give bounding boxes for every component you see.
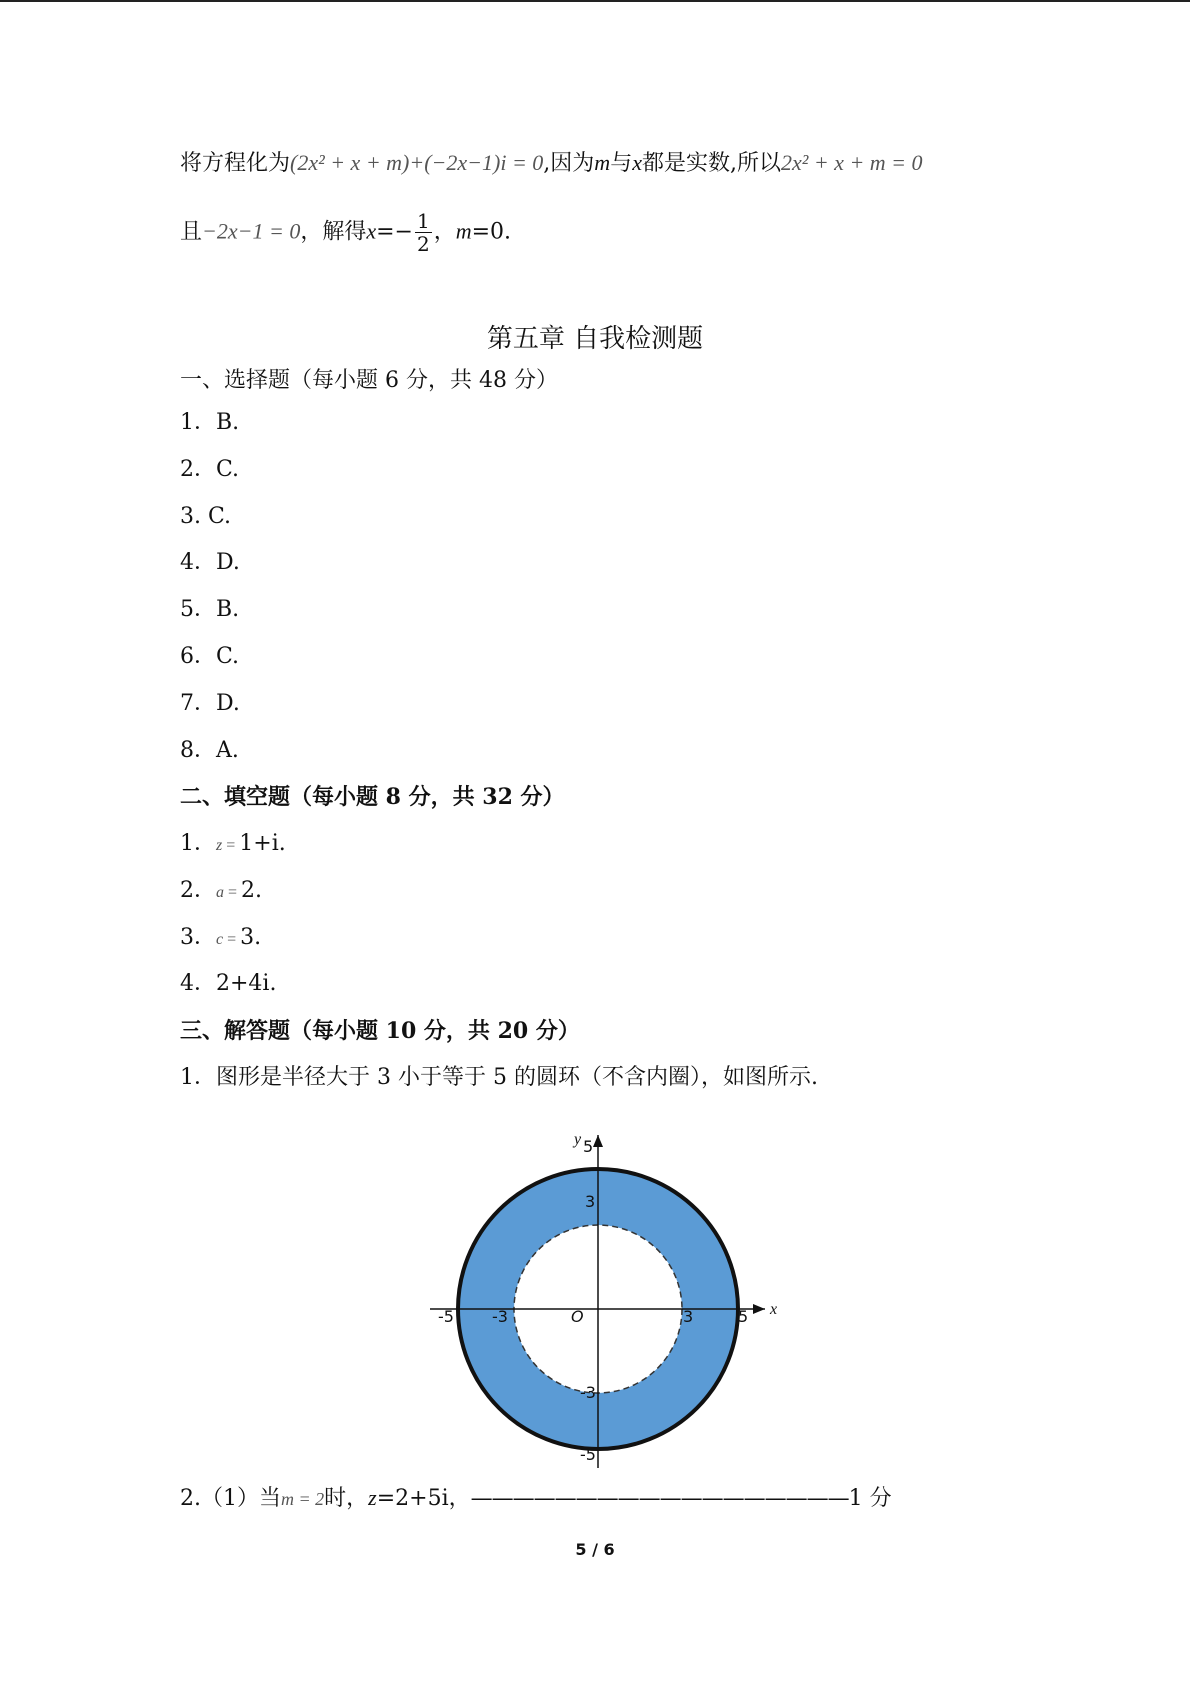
item-number: 2．	[180, 878, 216, 903]
text: =0.	[471, 219, 512, 245]
y-axis-arrow	[593, 1135, 603, 1147]
chapter-title: 第五章 自我检测题	[486, 324, 704, 354]
answer-item: 6．C.	[180, 644, 240, 669]
variable-m: m	[594, 150, 611, 175]
equation: −2x−1 = 0	[202, 218, 301, 244]
variable-x: x	[632, 150, 642, 175]
section-heading-fill: 二、填空题（每小题 8 分，共 32 分）	[180, 784, 565, 810]
score: 1 分	[848, 1486, 892, 1511]
origin-label: O	[571, 1307, 584, 1326]
answer-item: 7．D.	[180, 691, 240, 716]
section-heading-solve: 三、解答题（每小题 10 分，共 20 分）	[180, 1018, 580, 1044]
equation: (2x² + x + m)+(−2x−1)i = 0	[290, 150, 544, 175]
tick-label-y-neg3: -3	[580, 1383, 596, 1402]
item-number: 1．	[180, 831, 216, 856]
answer-item: 4．D.	[180, 550, 240, 575]
variable-x: x	[366, 218, 377, 244]
numerator: 1	[416, 209, 430, 233]
text: ，	[433, 219, 456, 245]
item-number: 3．	[180, 925, 216, 950]
section-heading-choice: 一、选择题（每小题 6 分，共 48 分）	[180, 368, 558, 393]
solution-line-2	[180, 210, 511, 255]
tick-label-y-5: 5	[583, 1137, 594, 1156]
answer-item: 3. C.	[180, 504, 232, 529]
denominator: 2	[416, 232, 430, 256]
tick-label-x-5: 5	[738, 1307, 749, 1326]
x-axis-label: x	[770, 1301, 778, 1318]
text: 且	[180, 219, 203, 245]
text: 与	[610, 151, 633, 176]
solution-item-2	[180, 1483, 892, 1514]
text: ，解得	[300, 219, 367, 245]
tick-label-y-neg5: -5	[580, 1445, 596, 1464]
variable: a	[216, 884, 224, 901]
text: ,因为	[543, 151, 595, 176]
top-border-line	[0, 0, 1190, 2]
answer-item	[180, 876, 262, 908]
text: 时，	[324, 1486, 369, 1511]
answer-item	[180, 829, 286, 861]
equation: 2x² + x + m = 0	[780, 150, 923, 175]
answer-value: 2+4i.	[216, 971, 277, 996]
solution-item-1: 1．图形是半径大于 3 小于等于 5 的圆环（不含内圈），如图所示.	[180, 1065, 818, 1090]
text: =−	[376, 219, 413, 245]
variable-m: m	[455, 218, 472, 244]
dash-leader: ——————————————————	[470, 1486, 849, 1511]
equals: =	[224, 884, 242, 901]
answer-value: 3.	[240, 925, 262, 950]
equals: =	[223, 931, 241, 948]
answer-item: 2．C.	[180, 457, 240, 482]
tick-label-x-3: 3	[683, 1307, 694, 1326]
answer-item	[180, 969, 276, 999]
variable-z: z	[368, 1485, 377, 1510]
answer-item: 1．B.	[180, 410, 240, 435]
item-number: 4．	[180, 971, 216, 996]
condition: m = 2	[281, 1489, 325, 1509]
tick-label-x-neg5: -5	[438, 1307, 454, 1326]
x-axis-arrow	[753, 1304, 765, 1314]
text: 将方程化为	[180, 151, 291, 176]
solution-line-1	[180, 148, 923, 179]
answer-value: 2.	[241, 878, 263, 903]
variable: z	[216, 837, 223, 854]
value: =2+5i，	[376, 1486, 471, 1511]
tick-label-x-neg3: -3	[492, 1307, 508, 1326]
page-number: 5 / 6	[575, 1540, 615, 1559]
variable: c	[216, 931, 224, 948]
answer-value: 1+i.	[239, 831, 286, 856]
tick-label-y-3: 3	[585, 1192, 596, 1211]
fraction	[415, 210, 432, 255]
answer-item: 5．B.	[180, 597, 240, 622]
answer-item	[180, 923, 261, 955]
text: 2.（1）当	[180, 1486, 281, 1511]
equals: =	[222, 837, 240, 854]
answer-item: 8．A.	[180, 738, 239, 763]
text: 都是实数,所以	[641, 151, 781, 176]
annulus-figure	[420, 1128, 780, 1473]
y-axis-label: y	[574, 1131, 582, 1148]
